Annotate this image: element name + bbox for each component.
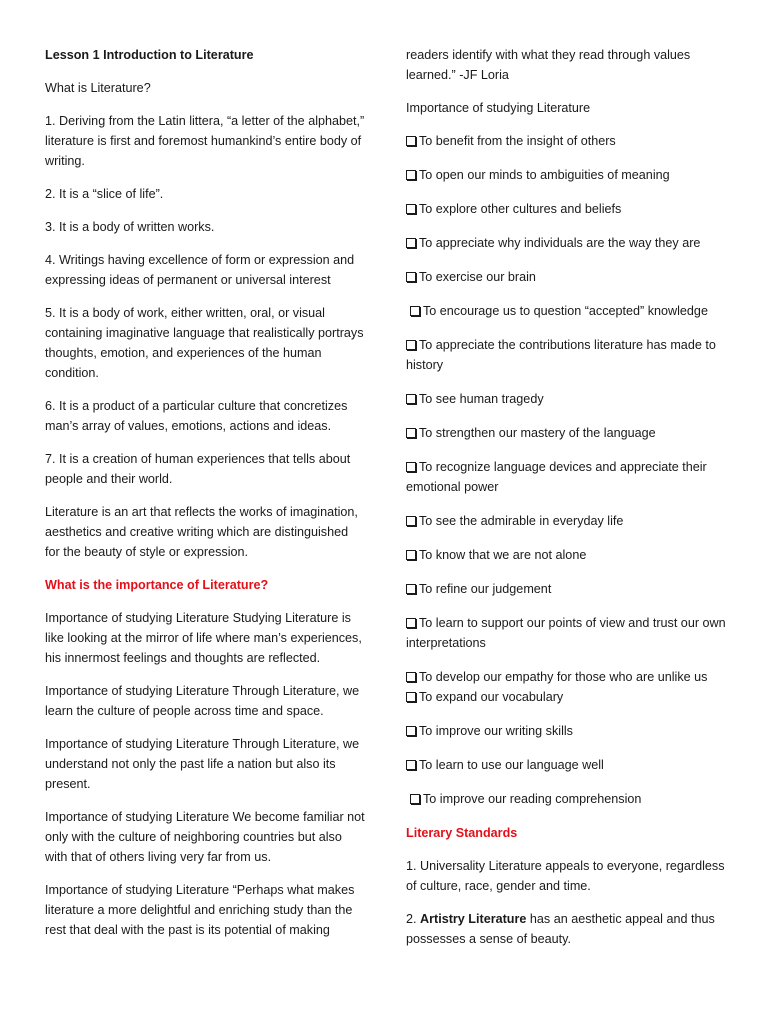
definition-item-6: 6. It is a product of a particular culture that concretizes man’s array of values, emotions, actions and ideas. [45,399,348,433]
importance-bullet-item [406,721,726,741]
standard-artistry [406,909,726,949]
importance-bullet-item [406,457,726,497]
importance-paragraph-1: Importance of studying Literature Studying Literature is like looking at the mirror of life where man’s experiences, his innermost feelings and thoughts are reflected. [45,611,362,665]
standard-artistry-text: has an aesthetic appeal and thus possesses a sense of beauty. [406,912,715,946]
checkbox-bullet-icon [406,726,416,736]
checkbox-bullet-icon [406,672,416,682]
importance-bullet-item [406,131,726,151]
importance-bullet-item [406,579,726,599]
question-heading: What is Literature? [45,81,151,95]
bullet-text: To encourage us to question “accepted” knowledge [423,304,708,318]
checkbox-bullet-icon [410,306,420,316]
literature-art-paragraph: Literature is an art that reflects the works of imagination, aesthetics and creative writing which are distinguished for the beauty of style or expression. [45,505,358,559]
importance-heading: What is the importance of Literature? [45,578,269,592]
importance-bullet-item [406,199,726,219]
importance-bullet-item [406,789,726,809]
bullet-text: To improve our writing skills [419,724,573,738]
importance-bullet-item [406,613,726,653]
bullet-text: To benefit from the insight of others [419,134,616,148]
checkbox-bullet-icon [406,170,416,180]
checkbox-bullet-icon [406,428,416,438]
importance-bullet-item [406,423,726,443]
importance-bullet-item [406,233,726,253]
checkbox-bullet-icon [406,238,416,248]
importance-bullet-item [406,667,726,687]
bullet-text: To open our minds to ambiguities of meaning [419,168,670,182]
importance-paragraph-2: Importance of studying Literature Through Literature, we learn the culture of people across time and space. [45,684,360,718]
checkbox-bullet-icon [406,394,416,404]
bullet-text: To see the admirable in everyday life [419,514,624,528]
bullet-text: To know that we are not alone [419,548,587,562]
bullet-text: To expand our vocabulary [419,690,564,704]
definition-item-7: 7. It is a creation of human experiences that tells about people and their world. [45,452,351,486]
checkbox-bullet-icon [406,272,416,282]
importance-bullet-item [406,165,726,185]
checkbox-bullet-icon [406,204,416,214]
checkbox-bullet-icon [410,794,420,804]
checkbox-bullet-icon [406,516,416,526]
importance-bullet-item [406,389,726,409]
bullet-text: To see human tragedy [419,392,544,406]
checkbox-bullet-icon [406,692,416,702]
bullet-text: To learn to use our language well [419,758,604,772]
bullet-text: To explore other cultures and beliefs [419,202,622,216]
importance-bullet-item [406,755,726,775]
importance-paragraph-3: Importance of studying Literature Through Literature, we understand not only the past life a nation but also its present. [45,737,360,791]
definition-item-1: 1. Deriving from the Latin littera, “a letter of the alphabet,” literature is first and foremost humankind’s entire body of writing. [45,114,365,168]
importance-paragraph-5: Importance of studying Literature “Perhaps what makes literature a more delightful and enriching study than the rest that deal with the past is its potential of making [45,883,355,937]
importance-bullet-item [406,687,726,707]
definition-item-3: 3. It is a body of written works. [45,220,215,234]
checkbox-bullet-icon [406,340,416,350]
quote-continuation: readers identify with what they read through values learned.” -JF Loria [406,48,691,82]
bullet-text: To refine our judgement [419,582,552,596]
importance-bullet-item [406,267,726,287]
checkbox-bullet-icon [406,136,416,146]
checkbox-bullet-icon [406,584,416,594]
bullet-text: To improve our reading comprehension [423,792,642,806]
importance-bullet-item [406,335,726,375]
bullet-text: To strengthen our mastery of the language [419,426,656,440]
checkbox-bullet-icon [406,462,416,472]
importance-bullet-item [406,301,726,321]
checkbox-bullet-icon [406,760,416,770]
importance-bullet-item [406,545,726,565]
bullet-text: To develop our empathy for those who are unlike us [419,670,708,684]
standard-artistry-term: Artistry Literature [420,912,527,926]
definition-item-4: 4. Writings having excellence of form or expression and expressing ideas of permanent or universal interest [45,253,355,287]
definition-item-5: 5. It is a body of work, either written, oral, or visual containing imaginative language that realistically portrays thoughts, emotion, and experiences of the human condition. [45,306,364,380]
standard-artistry-number: 2. [406,912,421,926]
standards-heading: Literary Standards [406,826,518,840]
checkbox-bullet-icon [406,618,416,628]
bullet-text: To recognize language devices and appreciate their emotional power [406,460,707,494]
right-column [406,45,726,962]
importance-subheading: Importance of studying Literature [406,101,591,115]
left-column [45,45,365,953]
bullet-text: To learn to support our points of view and trust our own interpretations [406,616,726,650]
importance-bullet-item [406,511,726,531]
lesson-title: Lesson 1 Introduction to Literature [45,48,254,62]
bullet-text: To appreciate why individuals are the way they are [419,236,701,250]
bullet-text: To appreciate the contributions literature has made to history [406,338,716,372]
importance-bullet-list [406,131,726,809]
bullet-text: To exercise our brain [419,270,536,284]
checkbox-bullet-icon [406,550,416,560]
definition-item-2: 2. It is a “slice of life”. [45,187,164,201]
importance-paragraph-4: Importance of studying Literature We become familiar not only with the culture of neighboring countries but also with that of others living very far from us. [45,810,365,864]
standard-universality: 1. Universality Literature appeals to everyone, regardless of culture, race, gender and time. [406,859,725,893]
